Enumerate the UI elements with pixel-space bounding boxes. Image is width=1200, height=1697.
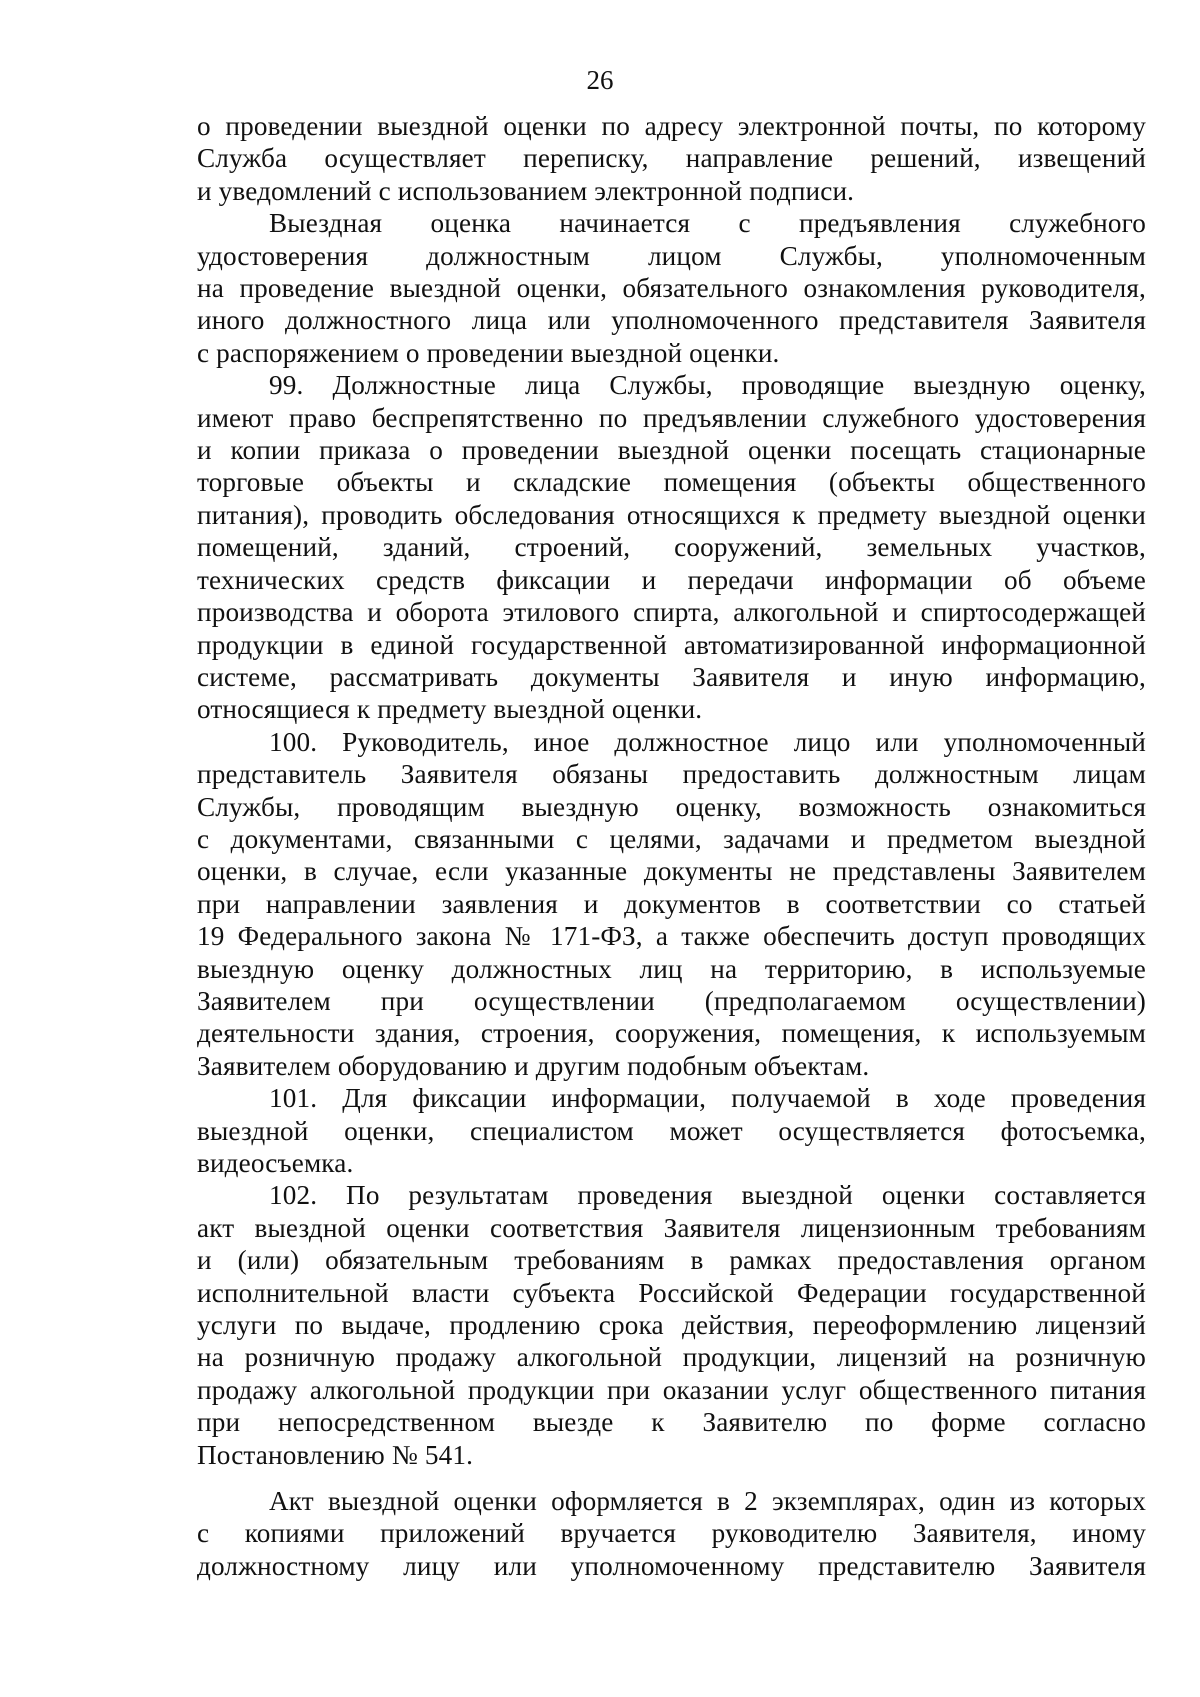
text-line: должностному лицу или уполномоченному представителю Заявителя: [197, 1550, 1146, 1581]
text-line: Выездная оценка начинается с предъявления служебного: [269, 208, 1146, 239]
text-line: имеют право беспрепятственно по предъявлении служебного удостоверения: [197, 402, 1146, 433]
text-line: технических средств фиксации и передачи информации об объеме: [197, 564, 1146, 595]
text-line: 102. По результатам проведения выездной оценки составляется: [269, 1180, 1146, 1211]
text-line: услуги по выдаче, продлению срока действия, переоформлению лицензий: [197, 1310, 1146, 1341]
text-line: выездной оценки, специалистом может осуществляется фотосъемка,: [197, 1115, 1146, 1146]
text-line: Службы, проводящим выездную оценку, возможность ознакомиться: [197, 791, 1146, 822]
text-line: о проведении выездной оценки по адресу электронной почты, по которому: [197, 111, 1146, 141]
text-line: на розничную продажу алкогольной продукции, лицензий на розничную: [197, 1342, 1146, 1373]
text-line: торговые объекты и складские помещения (объекты общественного: [197, 467, 1146, 498]
text-line: и уведомлений с использованием электронной подписи.: [197, 175, 855, 206]
text-line: 19 Федерального закона № 171-ФЗ, а также обеспечить доступ проводящих: [197, 921, 1146, 952]
text-line: и копии приказа о проведении выездной оценки посещать стационарные: [197, 435, 1146, 466]
document-body: [197, 110, 1146, 1582]
text-line: исполнительной власти субъекта Российской Федерации государственной: [197, 1277, 1146, 1308]
text-line: Служба осуществляет переписку, направление решений, извещений: [197, 143, 1146, 174]
text-line: Заявителем при осуществлении (предполагаемом осуществлении): [197, 985, 1146, 1016]
text-line: системе, рассматривать документы Заявителя и иную информацию,: [197, 661, 1146, 692]
text-line: 101. Для фиксации информации, получаемой в ходе проведения: [269, 1083, 1146, 1114]
page-number: 26: [586, 65, 614, 95]
text-line: акт выездной оценки соответствия Заявителя лицензионным требованиям: [197, 1212, 1146, 1243]
text-line: при направлении заявления и документов в соответствии со статьей: [197, 888, 1146, 919]
text-line: с распоряжением о проведении выездной оценки.: [197, 337, 780, 368]
text-line: относящиеся к предмету выездной оценки.: [197, 694, 703, 725]
text-line: видеосъемка.: [197, 1148, 354, 1178]
text-line: Заявителем оборудованию и другим подобным объектам.: [197, 1050, 870, 1081]
text-line: на проведение выездной оценки, обязательного ознакомления руководителя,: [197, 273, 1146, 304]
text-line: выездную оценку должностных лиц на территорию, в используемые: [197, 953, 1146, 984]
text-line: с копиями приложений вручается руководителю Заявителя, иному: [197, 1518, 1146, 1549]
text-line: продажу алкогольной продукции при оказании услуг общественного питания: [197, 1374, 1146, 1405]
text-line: помещений, зданий, строений, сооружений, земельных участков,: [197, 532, 1146, 563]
text-line: иного должностного лица или уполномоченного представителя Заявителя: [197, 305, 1146, 336]
text-line: Постановлению № 541.: [197, 1439, 474, 1470]
text-line: представитель Заявителя обязаны предоставить должностным лицам: [197, 759, 1146, 790]
text-line: Акт выездной оценки оформляется в 2 экземплярах, один из которых: [269, 1486, 1146, 1517]
text-line: производства и оборота этилового спирта, алкогольной и спиртосодержащей: [197, 597, 1146, 628]
text-line: удостоверения должностным лицом Службы, уполномоченным: [197, 240, 1146, 271]
text-line: при непосредственном выезде к Заявителю по форме согласно: [197, 1407, 1146, 1438]
text-line: с документами, связанными с целями, задачами и предметом выездной: [197, 823, 1146, 854]
text-line: и (или) обязательным требованиям в рамках предоставления органом: [197, 1245, 1146, 1276]
text-line: 99. Должностные лица Службы, проводящие выездную оценку,: [269, 370, 1146, 401]
text-line: оценки, в случае, если указанные документы не представлены Заявителем: [197, 856, 1146, 887]
text-line: 100. Руководитель, иное должностное лицо или уполномоченный: [269, 726, 1146, 757]
text-line: продукции в единой государственной автоматизированной информационной: [197, 629, 1146, 660]
text-line: деятельности здания, строения, сооружения, помещения, к используемым: [197, 1018, 1146, 1049]
text-line: питания), проводить обследования относящихся к предмету выездной оценки: [197, 499, 1146, 530]
